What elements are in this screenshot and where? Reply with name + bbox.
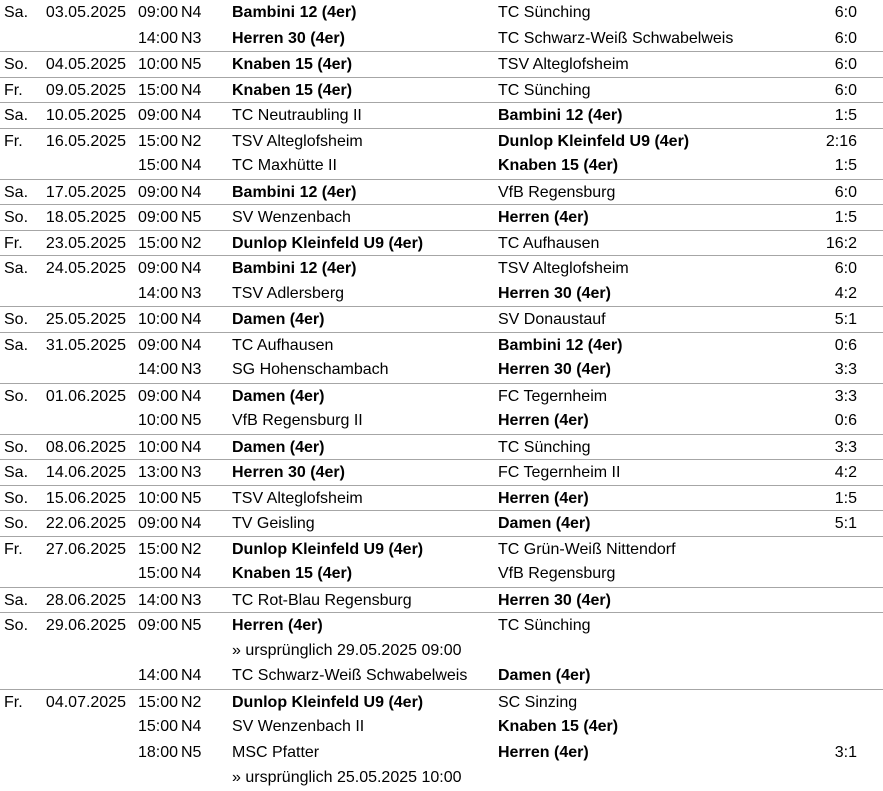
match-court: N4 (181, 438, 202, 456)
match-time: 15:00 (137, 540, 178, 558)
home-team: TC Schwarz-Weiß Schwabelweis (232, 667, 468, 684)
away-team: FC Tegernheim II (498, 464, 621, 481)
match-row (0, 255, 883, 281)
home-team: Herren 30 (4er) (232, 464, 345, 481)
home-team: SV Wenzenbach (232, 209, 351, 226)
match-day: So. (4, 311, 29, 328)
match-day: Fr. (4, 234, 23, 252)
match-row (0, 51, 883, 77)
match-time: 14:00 (137, 667, 178, 684)
match-court: N5 (181, 743, 202, 761)
match-score: 3:3 (834, 387, 857, 405)
match-day: Fr. (4, 81, 23, 99)
match-time: 10:00 (137, 412, 178, 429)
match-court: N4 (181, 515, 202, 532)
match-court: N5 (181, 412, 202, 429)
match-day: Sa. (4, 464, 29, 481)
home-team: MSC Pfatter (232, 743, 320, 761)
match-time: 09:00 (137, 387, 178, 405)
match-court: N3 (181, 361, 202, 378)
match-score: 0:6 (834, 336, 857, 354)
home-team: Knaben 15 (4er) (232, 56, 353, 73)
home-team: Bambini 12 (4er) (232, 4, 357, 21)
match-score: 5:1 (834, 515, 857, 532)
match-score: 6:0 (834, 29, 857, 47)
match-day: So. (4, 515, 29, 532)
match-score: 3:3 (834, 438, 857, 456)
match-score: 6:0 (834, 260, 857, 277)
match-time: 13:00 (137, 464, 178, 481)
away-team: FC Tegernheim (498, 387, 608, 405)
match-time: 09:00 (137, 209, 178, 226)
match-date: 23.05.2025 (45, 234, 126, 252)
match-row (0, 663, 883, 689)
match-time: 10:00 (137, 438, 178, 456)
note-row (0, 765, 883, 791)
match-court: N4 (181, 336, 202, 354)
match-row (0, 485, 883, 511)
away-team: Herren (4er) (498, 412, 589, 429)
away-team: TC Schwarz-Weiß Schwabelweis (498, 29, 734, 47)
match-court: N4 (181, 4, 202, 21)
match-row (0, 689, 883, 715)
match-court: N2 (181, 693, 202, 711)
match-row (0, 153, 883, 179)
match-day: Sa. (4, 336, 29, 354)
match-score: 1:5 (834, 107, 857, 124)
match-row (0, 179, 883, 205)
match-row (0, 204, 883, 230)
away-team: Herren 30 (4er) (498, 361, 611, 378)
match-row (0, 510, 883, 536)
away-team: TC Grün-Weiß Nittendorf (498, 540, 676, 558)
match-score: 6:0 (834, 81, 857, 99)
match-date: 28.06.2025 (45, 591, 126, 609)
away-team: Herren 30 (4er) (498, 284, 611, 302)
match-day: Fr. (4, 540, 23, 558)
match-day: So. (4, 209, 29, 226)
match-day: Fr. (4, 132, 23, 150)
match-date: 10.05.2025 (45, 107, 126, 124)
home-team: Knaben 15 (4er) (232, 565, 353, 582)
home-team: TC Rot-Blau Regensburg (232, 591, 412, 609)
home-team: Herren 30 (4er) (232, 29, 345, 47)
home-team: Damen (4er) (232, 387, 325, 405)
home-team: Knaben 15 (4er) (232, 81, 353, 99)
match-row (0, 102, 883, 128)
match-date: 27.06.2025 (45, 540, 126, 558)
home-team: TV Geisling (232, 515, 315, 532)
home-team: Bambini 12 (4er) (232, 260, 357, 277)
home-team: Dunlop Kleinfeld U9 (4er) (232, 693, 424, 711)
match-date: 25.05.2025 (45, 311, 126, 328)
match-time: 18:00 (137, 743, 178, 761)
match-court: N4 (181, 718, 202, 735)
match-date: 04.07.2025 (45, 693, 126, 711)
match-day: So. (4, 56, 29, 73)
away-team: TC Sünching (498, 438, 591, 456)
match-date: 31.05.2025 (45, 336, 126, 354)
match-time: 14:00 (137, 29, 178, 47)
match-row (0, 306, 883, 332)
home-team: SV Wenzenbach II (232, 718, 365, 735)
match-court: N5 (181, 56, 202, 73)
match-court: N3 (181, 591, 202, 609)
match-row (0, 408, 883, 434)
match-day: Sa. (4, 183, 29, 201)
match-row (0, 587, 883, 613)
match-row (0, 281, 883, 307)
match-day: So. (4, 438, 29, 456)
away-team: Herren (4er) (498, 743, 589, 761)
match-time: 15:00 (137, 693, 178, 711)
match-score: 1:5 (834, 489, 857, 507)
match-row (0, 357, 883, 383)
match-court: N4 (181, 107, 202, 124)
match-court: N3 (181, 464, 202, 481)
match-row (0, 77, 883, 103)
match-court: N5 (181, 209, 202, 226)
match-score: 0:6 (834, 412, 857, 429)
match-court: N5 (181, 617, 202, 634)
home-team: TC Aufhausen (232, 336, 334, 354)
match-court: N4 (181, 260, 202, 277)
match-score: 4:2 (834, 464, 857, 481)
away-team: TSV Alteglofsheim (498, 56, 629, 73)
away-team: TC Sünching (498, 617, 591, 634)
away-team: TC Aufhausen (498, 234, 600, 252)
match-day: So. (4, 387, 29, 405)
match-court: N4 (181, 311, 202, 328)
home-team: TC Maxhütte II (232, 157, 337, 174)
home-team: Damen (4er) (232, 311, 325, 328)
match-date: 08.06.2025 (45, 438, 126, 456)
match-day: So. (4, 489, 29, 507)
match-time: 14:00 (137, 361, 178, 378)
match-court: N2 (181, 132, 202, 150)
match-day: Sa. (4, 591, 29, 609)
away-team: Knaben 15 (4er) (498, 718, 619, 735)
match-court: N4 (181, 81, 202, 99)
match-date: 16.05.2025 (45, 132, 126, 150)
match-court: N3 (181, 284, 202, 302)
away-team: SV Donaustauf (498, 311, 606, 328)
match-row (0, 536, 883, 562)
home-team: TSV Alteglofsheim (232, 132, 363, 150)
away-team: Herren 30 (4er) (498, 591, 611, 609)
away-team: VfB Regensburg (498, 183, 616, 201)
match-court: N3 (181, 29, 202, 47)
match-score: 5:1 (834, 311, 857, 328)
match-time: 15:00 (137, 565, 178, 582)
match-date: 15.06.2025 (45, 489, 126, 507)
away-team: Herren (4er) (498, 489, 589, 507)
match-day: Sa. (4, 260, 29, 277)
match-time: 09:00 (137, 617, 178, 634)
match-time: 15:00 (137, 234, 178, 252)
match-time: 09:00 (137, 4, 178, 21)
home-team: Dunlop Kleinfeld U9 (4er) (232, 540, 424, 558)
match-time: 09:00 (137, 260, 178, 277)
away-team: TC Sünching (498, 4, 591, 21)
away-team: TSV Alteglofsheim (498, 260, 629, 277)
match-row (0, 434, 883, 460)
match-score: 6:0 (834, 56, 857, 73)
match-row (0, 128, 883, 154)
match-row (0, 0, 883, 26)
away-team: Herren (4er) (498, 209, 589, 226)
match-score: 3:1 (834, 743, 857, 761)
match-score: 1:5 (834, 209, 857, 226)
match-date: 03.05.2025 (45, 4, 126, 21)
match-score: 3:3 (834, 361, 857, 378)
match-court: N2 (181, 540, 202, 558)
match-court: N5 (181, 489, 202, 507)
away-team: Damen (4er) (498, 667, 591, 684)
home-team: SG Hohenschambach (232, 361, 389, 378)
match-row (0, 230, 883, 256)
away-team: Bambini 12 (4er) (498, 107, 623, 124)
away-team: VfB Regensburg (498, 565, 616, 582)
away-team: TC Sünching (498, 81, 591, 99)
match-date: 09.05.2025 (45, 81, 126, 99)
match-time: 10:00 (137, 311, 178, 328)
match-score: 4:2 (834, 284, 857, 302)
match-time: 14:00 (137, 591, 178, 609)
match-date: 29.06.2025 (45, 617, 126, 634)
match-date: 01.06.2025 (45, 387, 126, 405)
match-row (0, 383, 883, 409)
reschedule-note: » ursprünglich 25.05.2025 10:00 (232, 769, 462, 786)
match-date: 17.05.2025 (45, 183, 126, 201)
match-court: N4 (181, 157, 202, 174)
match-time: 15:00 (137, 81, 178, 99)
match-court: N2 (181, 234, 202, 252)
away-team: SC Sinzing (498, 693, 578, 711)
away-team: Knaben 15 (4er) (498, 157, 619, 174)
match-date: 24.05.2025 (45, 260, 126, 277)
match-row (0, 26, 883, 52)
away-team: Bambini 12 (4er) (498, 336, 623, 354)
home-team: TSV Alteglofsheim (232, 489, 363, 507)
match-row (0, 612, 883, 638)
match-time: 10:00 (137, 489, 178, 507)
match-time: 10:00 (137, 56, 178, 73)
match-date: 04.05.2025 (45, 56, 126, 73)
match-row (0, 714, 883, 740)
match-time: 09:00 (137, 107, 178, 124)
match-time: 09:00 (137, 183, 178, 201)
match-court: N4 (181, 565, 202, 582)
match-day: Sa. (4, 107, 29, 124)
match-time: 15:00 (137, 157, 178, 174)
home-team: Herren (4er) (232, 617, 323, 634)
match-row (0, 740, 883, 766)
home-team: TSV Adlersberg (232, 284, 345, 302)
away-team: Dunlop Kleinfeld U9 (4er) (498, 132, 690, 150)
match-score: 6:0 (834, 4, 857, 21)
match-date: 18.05.2025 (45, 209, 126, 226)
match-score: 1:5 (834, 157, 857, 174)
match-day: So. (4, 617, 29, 634)
match-day: Sa. (4, 4, 29, 21)
match-date: 22.06.2025 (45, 515, 126, 532)
match-time: 09:00 (137, 336, 178, 354)
match-row (0, 561, 883, 587)
home-team: Dunlop Kleinfeld U9 (4er) (232, 234, 424, 252)
match-row (0, 332, 883, 358)
match-day: Fr. (4, 693, 23, 711)
match-date: 14.06.2025 (45, 464, 126, 481)
match-score: 6:0 (834, 183, 857, 201)
match-court: N4 (181, 667, 202, 684)
home-team: TC Neutraubling II (232, 107, 362, 124)
match-row (0, 459, 883, 485)
match-score: 2:16 (825, 132, 857, 150)
reschedule-note: » ursprünglich 29.05.2025 09:00 (232, 641, 462, 659)
match-time: 15:00 (137, 132, 178, 150)
away-team: Damen (4er) (498, 515, 591, 532)
match-court: N4 (181, 387, 202, 405)
home-team: Bambini 12 (4er) (232, 183, 357, 201)
home-team: Damen (4er) (232, 438, 325, 456)
match-time: 15:00 (137, 718, 178, 735)
match-score: 16:2 (825, 234, 857, 252)
note-row (0, 638, 883, 664)
match-time: 09:00 (137, 515, 178, 532)
match-time: 14:00 (137, 284, 178, 302)
match-court: N4 (181, 183, 202, 201)
home-team: VfB Regensburg II (232, 412, 363, 429)
